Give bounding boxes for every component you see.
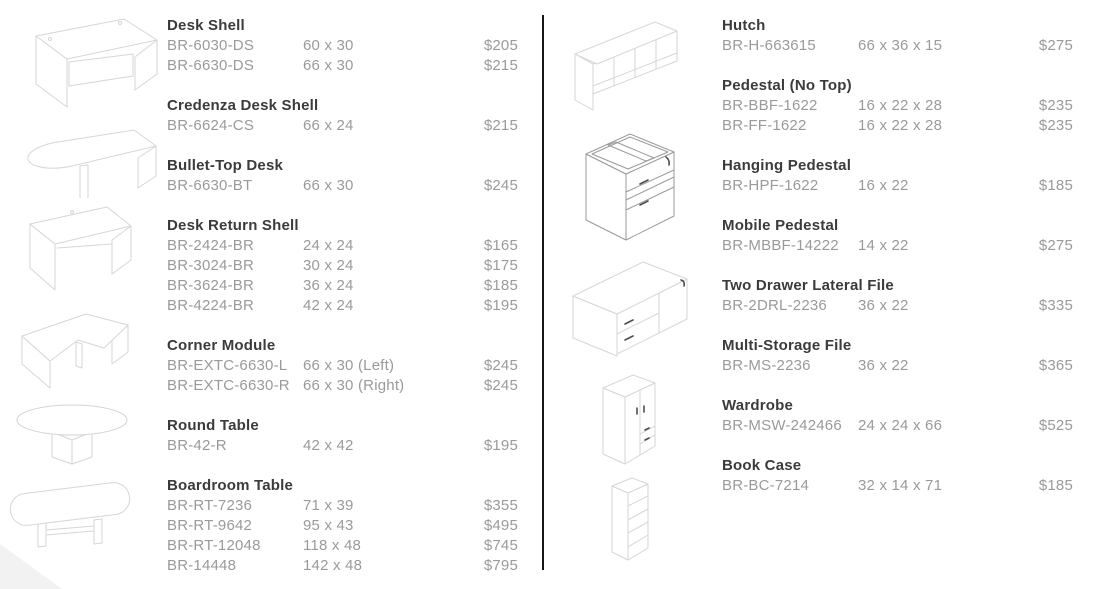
product-title: Multi-Storage File [722,337,852,354]
product-title: Pedestal (No Top) [722,77,852,94]
desk-return-shell-illustration [14,202,134,294]
price: $185 [483,277,518,294]
model-number: BR-RT-7236 [167,497,253,514]
product-title: Hanging Pedestal [722,157,852,174]
product-row [167,516,518,536]
product-row [167,356,518,376]
model-number: BR-RT-12048 [167,537,261,554]
catalog-section [722,276,1073,316]
model-number: BR-MSW-242466 [722,417,842,434]
book-case-illustration [606,474,654,564]
price: $165 [483,237,518,254]
dimensions: 36 x 24 [303,277,354,294]
product-row [722,176,1073,196]
price: $175 [483,257,518,274]
catalog-section [167,476,518,576]
price: $525 [1038,417,1073,434]
dimensions: 16 x 22 [858,177,909,194]
product-title: Round Table [167,417,259,434]
pedestal-illustration [578,124,682,248]
model-number: BR-2424-BR [167,237,255,254]
catalog-section [722,216,1073,256]
catalog-section [722,456,1073,496]
catalog-column-left [167,16,518,589]
model-number: BR-2DRL-2236 [722,297,827,314]
product-row [167,176,518,196]
dimensions: 42 x 42 [303,437,354,454]
product-row [722,476,1073,496]
dimensions: 36 x 22 [858,297,909,314]
dimensions: 60 x 30 [303,37,354,54]
dimensions: 16 x 22 x 28 [858,97,943,114]
price: $185 [1038,477,1073,494]
product-title: Two Drawer Lateral File [722,277,894,294]
dimensions: 30 x 24 [303,257,354,274]
price: $235 [1038,117,1073,134]
model-number: BR-4224-BR [167,297,255,314]
dimensions: 66 x 24 [303,117,354,134]
catalog-section [167,16,518,76]
dimensions: 14 x 22 [858,237,909,254]
catalog-section [722,76,1073,136]
wardrobe-illustration [597,370,661,468]
catalog-section [167,96,518,136]
product-row [167,276,518,296]
product-title: Desk Shell [167,17,245,34]
partial-illustration-corner [0,526,62,589]
price: $275 [1038,37,1073,54]
product-row [722,416,1073,436]
dimensions: 42 x 24 [303,297,354,314]
catalog-section [167,216,518,316]
dimensions: 66 x 30 [303,57,354,74]
model-number: BR-42-R [167,437,227,454]
product-row [722,236,1073,256]
product-row [722,36,1073,56]
price: $245 [483,357,518,374]
dimensions: 24 x 24 x 66 [858,417,943,434]
product-row [167,36,518,56]
dimensions: 71 x 39 [303,497,354,514]
price: $355 [483,497,518,514]
dimensions: 66 x 30 (Left) [303,357,395,374]
dimensions: 36 x 22 [858,357,909,374]
price: $335 [1038,297,1073,314]
product-row [167,296,518,316]
product-row [167,436,518,456]
model-number: BR-H-663615 [722,37,816,54]
lateral-file-illustration [565,254,693,360]
model-number: BR-RT-9642 [167,517,253,534]
catalog-section [167,156,518,196]
product-row [167,376,518,396]
price: $215 [483,117,518,134]
hutch-illustration [565,16,689,116]
product-title: Boardroom Table [167,477,294,494]
model-number: BR-BC-7214 [722,477,810,494]
product-row [722,96,1073,116]
price: $745 [483,537,518,554]
product-row [722,116,1073,136]
product-title: Wardrobe [722,397,794,414]
product-title: Corner Module [167,337,276,354]
price: $215 [483,57,518,74]
product-title: Mobile Pedestal [722,217,839,234]
price: $195 [483,297,518,314]
model-number: BR-EXTC-6630-R [167,377,290,394]
model-number: BR-3024-BR [167,257,255,274]
model-number: BR-MBBF-14222 [722,237,839,254]
model-number: BR-6030-DS [167,37,255,54]
product-row [167,256,518,276]
model-number: BR-MS-2236 [722,357,811,374]
dimensions: 142 x 48 [303,557,363,574]
price: $185 [1038,177,1073,194]
catalog-section [722,156,1073,196]
price: $365 [1038,357,1073,374]
catalog-section [722,336,1073,376]
price: $495 [483,517,518,534]
product-row [167,536,518,556]
model-number: BR-6624-CS [167,117,255,134]
product-row [167,236,518,256]
dimensions: 66 x 36 x 15 [858,37,943,54]
catalog-column-right [722,16,1073,516]
model-number: BR-6630-DS [167,57,255,74]
catalog-section [167,336,518,396]
bullet-top-desk-illustration [10,120,160,198]
product-row [167,56,518,76]
price: $195 [483,437,518,454]
product-title: Book Case [722,457,802,474]
model-number: BR-14448 [167,557,237,574]
model-number: BR-FF-1622 [722,117,807,134]
price: $245 [483,177,518,194]
corner-module-illustration [10,306,134,394]
model-number: BR-EXTC-6630-L [167,357,288,374]
product-row [722,356,1073,376]
model-number: BR-3624-BR [167,277,255,294]
round-table-illustration [10,400,130,466]
product-title: Bullet-Top Desk [167,157,284,174]
product-title: Credenza Desk Shell [167,97,319,114]
price: $275 [1038,237,1073,254]
product-row [722,296,1073,316]
dimensions: 66 x 30 (Right) [303,377,405,394]
dimensions: 24 x 24 [303,237,354,254]
dimensions: 95 x 43 [303,517,354,534]
product-title: Hutch [722,17,766,34]
dimensions: 16 x 22 x 28 [858,117,943,134]
catalog-section [167,416,518,456]
model-number: BR-HPF-1622 [722,177,819,194]
price: $245 [483,377,518,394]
desk-shell-illustration [6,14,161,114]
product-title: Desk Return Shell [167,217,299,234]
model-number: BR-6630-BT [167,177,253,194]
dimensions: 32 x 14 x 71 [858,477,943,494]
price: $235 [1038,97,1073,114]
price: $795 [483,557,518,574]
dimensions: 118 x 48 [303,537,362,554]
price: $205 [483,37,518,54]
product-row [167,116,518,136]
catalog-section [722,16,1073,56]
catalog-section [722,396,1073,436]
product-row [167,556,518,576]
product-row [167,496,518,516]
column-divider [542,15,544,570]
model-number: BR-BBF-1622 [722,97,818,114]
dimensions: 66 x 30 [303,177,354,194]
